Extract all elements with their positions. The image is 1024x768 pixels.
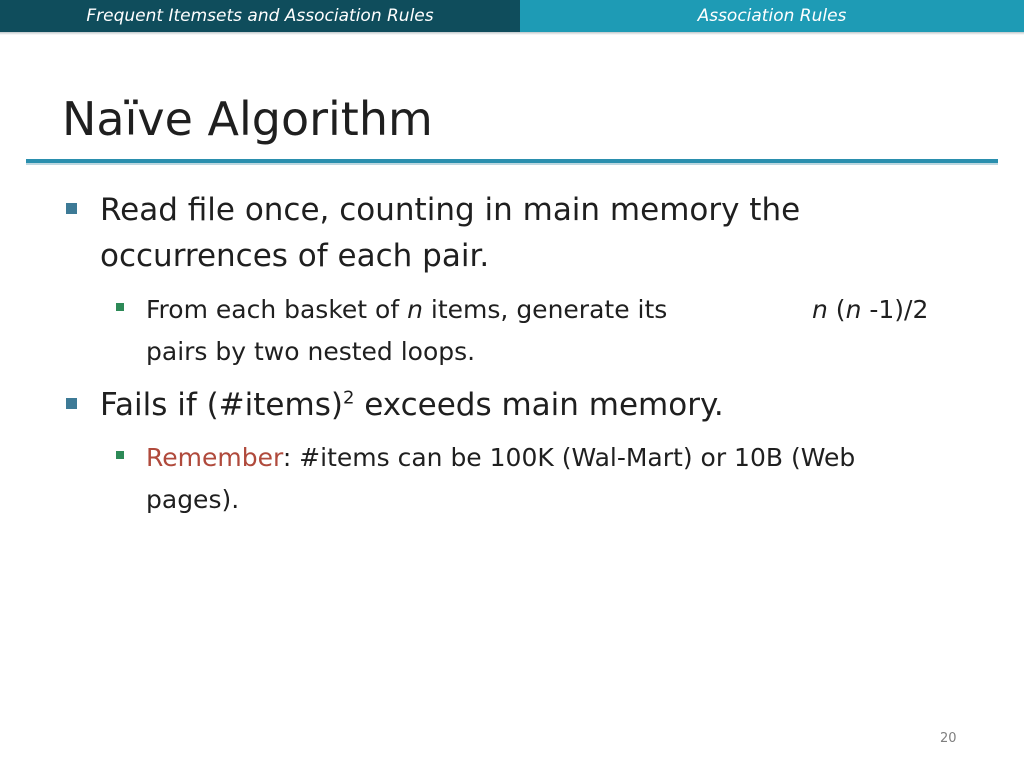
header-shadow [0,32,1024,35]
bullet-marker [66,203,77,214]
slide-title: Naïve Algorithm [62,92,433,146]
sub-bullet-1-line-1: From each basket of n items, generate its n (n -1)/2 [146,289,946,331]
header-section-title: Association Rules [520,0,1024,32]
bullet-1-line-1: Read file once, counting in main memory the [100,192,801,228]
bullet-text-1 [100,187,800,279]
sub-bullet-marker [116,303,124,311]
page-number: 20 [940,731,957,746]
sub-bullet-2-line-2: pages). [146,485,240,514]
header-bar [0,0,1024,32]
title-underline-shadow [26,163,998,165]
sub-bullet-1-line-2: pairs by two nested loops. [146,337,476,366]
bullet-text-2: Fails if (#items)$^2$ exceeds main memory. [100,387,724,423]
remember-label: Remember [146,443,283,472]
sub-bullet-2-line-1: Remember: #items can be 100K (Wal-Mart) or 10B (Web [146,443,856,472]
pair-count-formula: n (n -1)/2 [812,295,929,324]
sub-bullet-text-2 [146,437,855,521]
sub-bullet-text-1 [146,289,946,373]
bullet-marker [66,398,77,409]
bullet-1-line-2: occurrences of each pair. [100,238,490,274]
header-course-title: Frequent Itemsets and Association Rules [0,0,520,32]
sub-bullet-marker [116,451,124,459]
